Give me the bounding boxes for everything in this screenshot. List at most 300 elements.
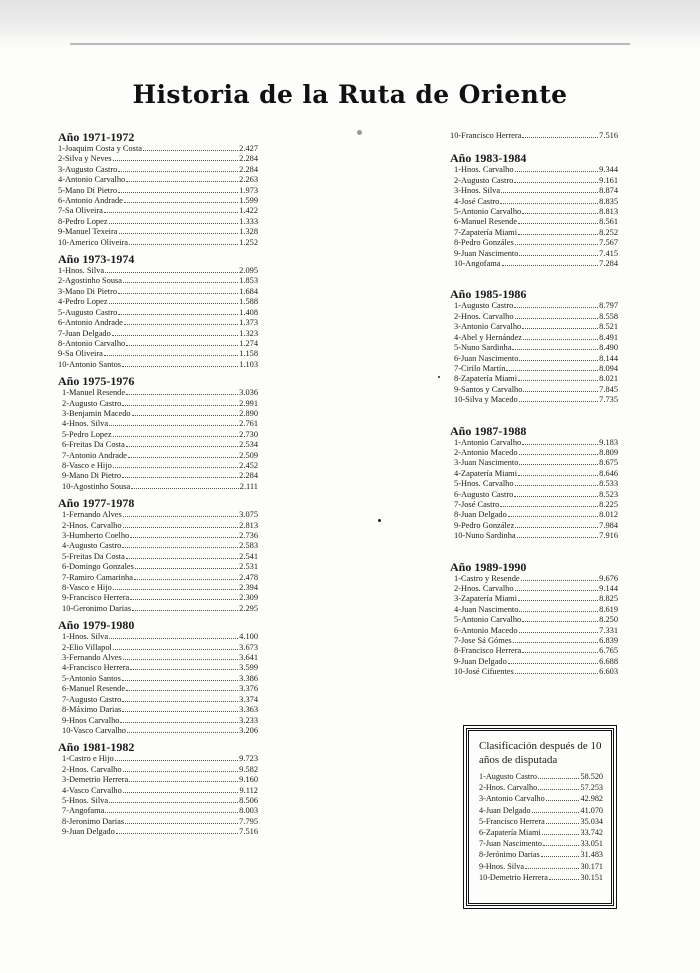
entry-name: Mano Di Pietro — [64, 185, 118, 195]
page-title: Historia de la Ruta de Oriente — [132, 80, 568, 109]
entry-rank: 2- — [454, 584, 461, 593]
entry-rank: 1- — [62, 510, 69, 520]
season-title: Año 1973-1974 — [58, 252, 135, 267]
entry-value: 2.111 — [239, 481, 258, 491]
season-list — [58, 388, 258, 492]
list-item — [62, 765, 258, 775]
list-item — [62, 674, 258, 684]
dot-leader — [112, 335, 238, 336]
entry-name: Abel y Hernández — [460, 332, 522, 342]
entry-value: 4.100 — [239, 632, 258, 642]
entry-value: 8.619 — [599, 604, 618, 614]
entry-name: Pedro González — [460, 520, 515, 530]
entry-value: 8.809 — [599, 447, 618, 457]
entry-rank: 9- — [454, 520, 461, 530]
list-item — [58, 154, 258, 164]
list-item — [62, 705, 258, 715]
entry-rank: 7- — [62, 572, 69, 582]
entry-value: 8.675 — [599, 458, 618, 468]
dot-leader — [519, 401, 598, 402]
entry-value: 8.533 — [599, 479, 618, 489]
entry-name: Fernando Alves — [68, 510, 122, 520]
entry-name: Antonio Macedo — [460, 625, 518, 635]
entry-name: Nuno Sardinha — [460, 343, 512, 353]
entry-value: 7.516 — [599, 131, 618, 140]
dot-leader — [126, 394, 238, 395]
dot-leader — [515, 318, 599, 319]
dot-leader — [134, 579, 238, 580]
entry-value: 7.916 — [599, 531, 618, 541]
list-item — [479, 793, 603, 804]
entry-rank: 2- — [454, 447, 461, 457]
entry-rank: 8- — [62, 705, 69, 715]
dot-leader — [514, 496, 598, 497]
dot-leader — [522, 328, 598, 329]
entry-name: Augusto Castro — [64, 164, 118, 174]
dot-leader — [113, 649, 238, 650]
entry-rank: 3- — [454, 322, 461, 332]
entry-name: Ramiro Camarinha — [68, 572, 133, 582]
entry-name: Hnos. Carvalho — [68, 764, 122, 774]
dot-leader — [122, 477, 238, 478]
list-item — [454, 479, 618, 489]
entry-value: 1.252 — [239, 237, 258, 247]
dot-leader — [523, 339, 598, 340]
list-item — [62, 562, 258, 572]
entry-name: Pedro Lopez — [68, 429, 112, 439]
dot-leader — [143, 150, 238, 151]
list-item — [62, 573, 258, 583]
entry-rank: 9- — [58, 349, 65, 359]
entry-name: Jeronimo Darias — [68, 816, 125, 826]
entry-value: 2.813 — [239, 520, 258, 530]
list-item — [62, 451, 258, 461]
entry-value: 1.333 — [239, 216, 258, 226]
entry-value: 6.688 — [599, 656, 618, 666]
entry-name: Juan Delgado — [485, 805, 531, 815]
dot-leader — [126, 345, 238, 346]
entry-value: 7.984 — [599, 520, 618, 530]
entry-rank: 2- — [479, 783, 486, 793]
entry-name: José Castro — [460, 196, 500, 206]
dot-leader — [508, 663, 598, 664]
dot-leader — [113, 467, 238, 468]
entry-name: Hnos. Carvalho — [485, 783, 538, 793]
list-item — [62, 461, 258, 471]
dot-leader — [519, 255, 598, 256]
dot-leader — [119, 233, 239, 234]
entry-value: 7.516 — [239, 827, 258, 837]
entry-rank: 6- — [62, 684, 69, 694]
entry-rank: 1- — [58, 266, 65, 276]
entry-rank: 9- — [62, 827, 69, 837]
entry-name: Antonio Carvalho — [485, 794, 545, 804]
entry-value: 1.408 — [239, 307, 258, 317]
entry-name: Antonio Santos — [69, 359, 122, 369]
entry-rank: 6- — [454, 625, 461, 635]
entry-value: 2.394 — [239, 583, 258, 593]
entry-value: 8.646 — [599, 468, 618, 478]
dot-leader — [104, 212, 238, 213]
list-item — [479, 872, 603, 883]
list-item — [454, 521, 618, 531]
entry-value: 8.490 — [599, 343, 618, 353]
entry-rank: 8- — [58, 338, 65, 348]
list-item — [62, 716, 258, 726]
list-item — [58, 297, 258, 307]
list-item — [62, 510, 258, 520]
list-item — [479, 827, 603, 838]
dot-leader — [105, 812, 238, 813]
entry-value: 6.765 — [599, 646, 618, 656]
list-item — [58, 287, 258, 297]
season-block — [450, 287, 618, 405]
season-block — [450, 151, 618, 269]
entry-name: Juan Delgado — [460, 656, 507, 666]
entry-name: Hnos. Silva — [68, 632, 109, 642]
dot-leader — [515, 485, 599, 486]
list-item — [62, 695, 258, 705]
entry-name: Vasco Carvalho — [68, 785, 122, 795]
entry-rank: 1- — [58, 144, 65, 153]
dot-leader — [122, 711, 238, 712]
entry-value: 1.599 — [239, 196, 258, 206]
summary-title: Clasificación después de 10 años de disputada — [479, 740, 602, 766]
entry-name: Augusto Castro — [68, 694, 122, 704]
dot-leader — [512, 349, 598, 350]
list-item — [58, 206, 258, 216]
dot-leader — [518, 380, 598, 381]
entry-rank: 8- — [62, 816, 69, 826]
entry-value: 57.253 — [580, 783, 603, 793]
entry-rank: 6- — [58, 318, 65, 328]
list-item — [62, 388, 258, 398]
entry-name: Augusto Castro — [485, 772, 537, 781]
dot-leader — [118, 192, 238, 193]
dot-leader — [123, 659, 238, 660]
entry-value: 2.509 — [239, 450, 258, 460]
entry-value: 2.284 — [239, 471, 258, 481]
dot-leader — [126, 558, 238, 559]
entry-name: Vasco e Hijo — [68, 583, 112, 593]
list-item — [454, 574, 618, 584]
entry-value: 2.284 — [239, 164, 258, 174]
entry-name: Demetrio Herrera — [68, 775, 129, 785]
dot-leader — [127, 732, 238, 733]
list-item — [62, 471, 258, 481]
entry-rank: 7- — [454, 636, 461, 646]
list-item — [62, 399, 258, 409]
entry-rank: 10- — [454, 667, 466, 677]
entry-rank: 7- — [454, 499, 461, 509]
entry-rank: 8- — [62, 583, 69, 593]
entry-value: 7.567 — [599, 238, 618, 248]
list-item — [62, 419, 258, 429]
list-item — [479, 782, 603, 793]
entry-name: Hnos. Silva — [64, 266, 105, 276]
list-item — [62, 817, 258, 827]
entry-value: 8.521 — [599, 322, 618, 332]
list-item — [62, 754, 258, 764]
dot-leader — [124, 324, 238, 325]
entry-name: Agostinho Sousa — [73, 481, 131, 491]
entry-value: 7.845 — [599, 384, 618, 394]
entry-rank: 4- — [62, 663, 69, 673]
entry-value: 58.520 — [580, 772, 603, 781]
entry-value: 2.991 — [239, 398, 258, 408]
list-item — [454, 385, 618, 395]
list-item — [479, 805, 603, 816]
entry-name: Juan Delgado — [68, 827, 115, 837]
entry-value: 3.386 — [239, 673, 258, 683]
entry-rank: 10- — [62, 481, 74, 491]
entry-name: Pedro Lopez — [64, 216, 108, 226]
entry-value: 8.252 — [599, 227, 618, 237]
season-block — [58, 130, 258, 248]
entry-rank: 9- — [62, 593, 69, 603]
list-item — [454, 531, 618, 541]
entry-rank: 7- — [479, 839, 486, 849]
entry-name: Antonio Carvalho — [460, 615, 522, 625]
entry-name: Pedro Lopez — [64, 297, 108, 307]
entry-rank: 3- — [58, 286, 65, 296]
entry-rank: 10- — [450, 131, 462, 140]
entry-rank: 6- — [62, 562, 69, 572]
entry-value: 8.874 — [599, 186, 618, 196]
entry-value: 41.070 — [580, 805, 603, 815]
entry-name: Máximo Darias — [68, 705, 122, 715]
entry-name: Hnos. Carvalho — [460, 479, 514, 489]
entry-rank: 8- — [454, 374, 461, 384]
dot-leader — [129, 244, 238, 245]
entry-rank: 4- — [479, 805, 486, 815]
list-item — [454, 458, 618, 468]
dot-leader — [521, 580, 599, 581]
entry-rank: 9- — [454, 384, 461, 394]
entry-rank: 8- — [479, 850, 486, 860]
entry-name: Fernando Alves — [68, 653, 122, 663]
dot-leader — [118, 171, 238, 172]
dot-leader — [120, 722, 238, 723]
entry-value: 9.161 — [599, 175, 618, 185]
entry-rank: 5- — [454, 207, 461, 217]
dot-leader — [113, 436, 239, 437]
list-item — [454, 395, 618, 405]
entry-name: Domingo Gonzales — [68, 562, 134, 572]
summary-list — [479, 771, 603, 883]
entry-name: Joaquim Costa y Costa — [64, 144, 142, 153]
entry-rank: 10- — [58, 359, 70, 369]
entry-value: 8.012 — [599, 510, 618, 520]
list-item — [454, 646, 618, 656]
list-item — [58, 276, 258, 286]
season-title: Año 1971-1972 — [58, 130, 135, 144]
entry-name: Augusto Castro — [460, 175, 514, 185]
dot-leader — [515, 673, 598, 674]
entry-rank: 6- — [454, 489, 461, 499]
list-item — [62, 632, 258, 642]
entry-name: Juan Delgado — [460, 510, 507, 520]
entry-rank: 5- — [479, 816, 486, 826]
entry-name: Cirilo Martín — [460, 363, 506, 373]
entry-rank: 10- — [58, 237, 70, 247]
entry-rank: 8- — [454, 238, 461, 248]
entry-rank: 3- — [454, 186, 461, 196]
entry-name: Agostinho Sousa — [64, 276, 122, 286]
entry-value: 2.095 — [239, 266, 258, 276]
season-wrapper — [450, 287, 618, 405]
entry-rank: 3- — [62, 408, 69, 418]
entry-value: 7.284 — [599, 259, 618, 269]
entry-name: Francisco Herrera — [68, 663, 130, 673]
entry-name: Freitas Da Costa — [68, 551, 125, 561]
entry-name: Zapatería Miami — [460, 468, 518, 478]
entry-value: 2.263 — [239, 175, 258, 185]
dot-leader — [123, 792, 239, 793]
entry-name: Antonio Carvalho — [460, 437, 522, 447]
dot-leader — [125, 823, 238, 824]
dot-leader — [519, 632, 599, 633]
entry-name: Zapatería Miami — [460, 227, 518, 237]
list-item — [454, 657, 618, 667]
list-item — [58, 349, 258, 359]
entry-value: 3.599 — [239, 663, 258, 673]
list-item — [58, 308, 258, 318]
entry-name: Humberto Coelho — [68, 531, 130, 540]
entry-name: Elio Villapol — [68, 642, 112, 652]
dot-leader — [123, 527, 239, 528]
dot-leader — [104, 355, 238, 356]
entry-value: 33.051 — [580, 839, 603, 849]
entry-name: Francisco Herrera — [485, 816, 545, 826]
entry-value: 7.795 — [239, 816, 258, 826]
entry-value: 2.309 — [239, 593, 258, 603]
dot-leader — [131, 488, 239, 489]
entry-name: Juan Nascimento — [485, 839, 542, 849]
entry-rank: 10- — [62, 603, 74, 613]
entry-rank: 7- — [62, 694, 69, 704]
entry-name: Hnos. Silva — [460, 186, 501, 196]
list-item — [454, 626, 618, 636]
list-item — [58, 196, 258, 206]
list-item — [479, 838, 603, 849]
entry-rank: 1- — [479, 772, 486, 781]
dot-leader — [109, 802, 238, 803]
entry-rank: 3- — [454, 458, 461, 468]
entry-name: Juan Nascimento — [460, 604, 519, 614]
entry-value: 30.171 — [580, 861, 603, 871]
scan-top-band — [0, 0, 700, 48]
dot-leader — [109, 303, 239, 304]
dot-leader — [501, 192, 598, 193]
entry-rank: 1- — [454, 301, 461, 311]
dot-leader — [515, 590, 599, 591]
entry-rank: 9- — [454, 248, 461, 258]
dot-leader — [122, 701, 238, 702]
entry-rank: 2- — [454, 311, 461, 321]
dot-leader — [513, 642, 598, 643]
entry-name: José Castro — [460, 499, 500, 509]
entry-name: Juan Nascimento — [460, 353, 519, 363]
entry-value: 2.890 — [239, 408, 258, 418]
entry-name: Benjamin Macedo — [68, 408, 131, 418]
entry-name: Freitas Da Costa — [68, 440, 125, 450]
list-item — [62, 409, 258, 419]
entry-rank: 6- — [62, 440, 69, 450]
dot-leader — [116, 833, 238, 834]
entry-name: Antonio Santos — [68, 673, 121, 683]
dot-leader — [518, 475, 598, 476]
entry-rank: 5- — [62, 429, 69, 439]
entry-name: Antonio Carvalho — [460, 322, 522, 332]
entry-rank: 4- — [454, 604, 461, 614]
entry-value: 8.506 — [239, 795, 258, 805]
list-item — [62, 531, 258, 541]
continued-list — [450, 131, 618, 141]
entry-rank: 1- — [62, 754, 69, 764]
list-item — [454, 165, 618, 175]
list-item — [62, 796, 258, 806]
dot-leader — [122, 547, 238, 548]
entry-rank: 6- — [454, 353, 461, 363]
entry-rank: 8- — [454, 646, 461, 656]
season-wrapper — [450, 151, 618, 269]
dot-leader — [135, 568, 238, 569]
entry-rank: 2- — [58, 276, 65, 286]
entry-name: Hnos. Carvalho — [460, 584, 514, 593]
entry-name: José Cifuentes — [465, 667, 514, 677]
entry-value: 3.075 — [239, 510, 258, 520]
entry-rank: 4- — [454, 332, 461, 342]
entry-rank: 2- — [62, 398, 69, 408]
entry-name: Antonio Andrade — [64, 318, 123, 328]
entry-rank: 2- — [62, 642, 69, 652]
entry-value: 2.534 — [239, 440, 258, 450]
season-block — [58, 374, 258, 492]
list-item — [58, 227, 258, 237]
entry-value: 3.673 — [239, 642, 258, 652]
entry-rank: 7- — [58, 328, 65, 338]
entry-rank: 1- — [454, 165, 461, 175]
entry-name: Hnos. Carvalho — [460, 165, 514, 175]
season-list — [58, 632, 258, 736]
entry-value: 1.373 — [239, 318, 258, 328]
entry-value: 9.144 — [599, 584, 618, 593]
list-item — [479, 849, 603, 860]
season-title: Año 1977-1978 — [58, 496, 135, 511]
dot-leader — [517, 537, 599, 538]
entry-value: 8.250 — [599, 615, 618, 625]
entry-value: 8.144 — [599, 353, 618, 363]
list-item — [58, 360, 258, 370]
entry-name: Hnos Carvalho — [68, 715, 120, 725]
dot-leader — [132, 610, 238, 611]
list-item — [58, 339, 258, 349]
right-seasons — [450, 151, 618, 677]
entry-value: 1.328 — [239, 227, 258, 237]
season-list — [450, 574, 618, 678]
entry-name: Americo Oliveira — [69, 237, 129, 247]
entry-value: 9.676 — [599, 573, 618, 583]
entry-value: 35.034 — [580, 816, 603, 826]
entry-name: Jose Sá Gómes — [460, 636, 512, 646]
entry-rank: 7- — [454, 227, 461, 237]
entry-rank: 2- — [62, 520, 69, 530]
entry-rank: 10- — [454, 531, 466, 541]
entry-name: Manuel Resende — [68, 684, 126, 694]
entry-rank: 1- — [454, 573, 461, 583]
dot-leader — [123, 771, 239, 772]
